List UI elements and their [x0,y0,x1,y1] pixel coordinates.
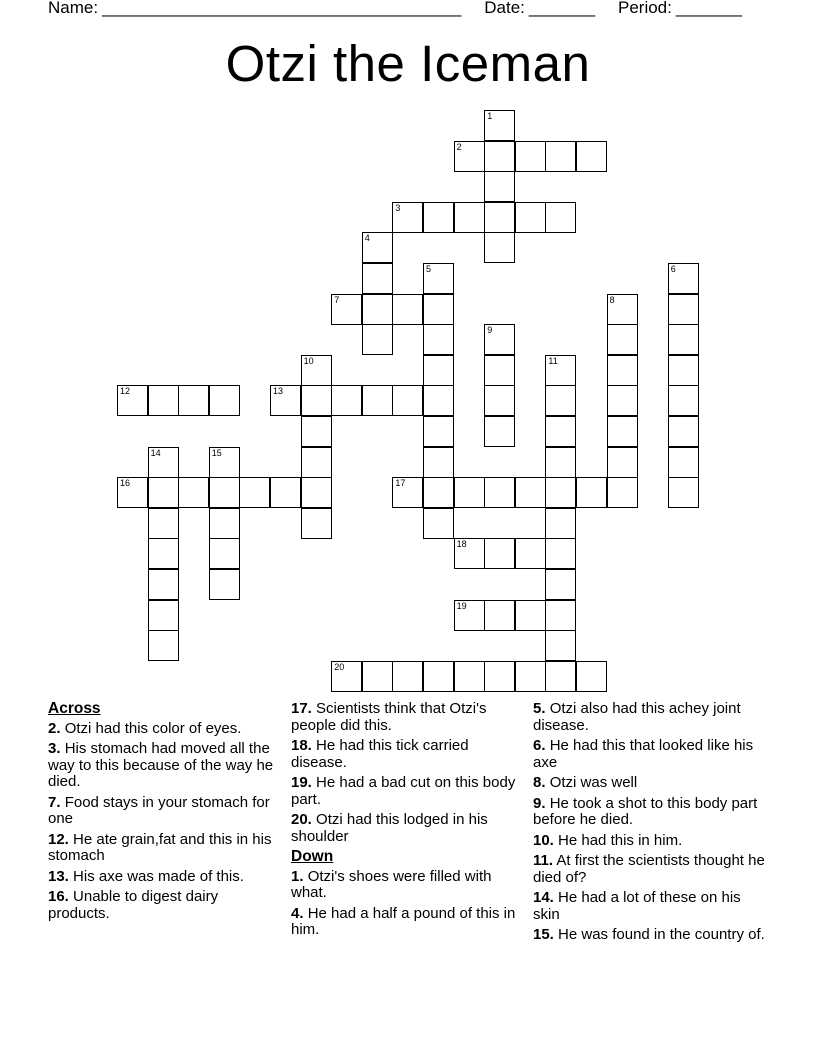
clue-number: 8 [609,294,615,305]
crossword-cell[interactable] [668,355,699,386]
crossword-cell[interactable] [362,324,393,355]
crossword-cell[interactable] [392,294,423,325]
crossword-cell[interactable] [484,202,515,233]
crossword-cell[interactable] [515,538,546,569]
clue-across-13: 13. His axe was made of this. [48,867,244,885]
clue-down-5: 5. Otzi also had this achey joint disease. [533,700,741,734]
crossword-cell[interactable] [484,538,515,569]
crossword-cell[interactable] [607,294,638,325]
crossword-cell[interactable] [148,630,179,661]
crossword-cell[interactable] [209,538,240,569]
crossword-cell[interactable] [423,477,454,508]
crossword-cell[interactable] [515,141,546,172]
crossword-cell[interactable] [209,385,240,416]
clue-across-12: 12. He ate grain,fat and this in his stomach [48,830,272,864]
clue-down-10: 10. He had this in him. [533,831,683,849]
period-label: Period: [618,0,672,17]
clue-number: 14 [150,447,161,458]
crossword-cell[interactable] [301,508,332,539]
crossword-cell[interactable] [148,385,179,416]
clue-down-9: 9. He took a shot to this body part before he died. [533,794,758,828]
crossword-cell[interactable] [545,202,576,233]
crossword-cell[interactable] [301,385,332,416]
clue-number: 1 [487,111,493,121]
clue-down-6: 6. He had this that looked like his axe [533,737,754,771]
crossword-cell[interactable] [484,661,515,692]
clue-number: 7 [334,294,340,305]
crossword-cell[interactable] [545,508,576,539]
crossword-cell[interactable] [148,538,179,569]
date-label: Date: [484,0,525,17]
clue-number: 4 [364,233,370,244]
crossword-cell[interactable] [545,447,576,478]
clue-down-8: 8. Otzi was well [533,774,638,791]
name-blank[interactable]: ______________________________________ [102,0,462,17]
clues-column-2 [291,701,523,943]
crossword-cell[interactable] [515,202,546,233]
crossword-cell[interactable] [301,355,332,386]
clue-number: 10 [303,355,314,366]
crossword-cell[interactable] [545,630,576,661]
clue-number: 9 [487,325,493,336]
crossword-cell[interactable] [484,416,515,447]
page-title: Otzi the Iceman [225,35,591,92]
crossword-cell[interactable] [668,294,699,325]
crossword-cell[interactable] [148,508,179,539]
crossword-cell[interactable] [576,477,607,508]
clue-down-15: 15. He was found in the country of. [533,926,765,943]
crossword-cell[interactable] [607,477,638,508]
crossword-cell[interactable] [607,324,638,355]
crossword-cell[interactable] [484,385,515,416]
crossword-cell[interactable] [392,477,423,508]
clue-across-17: 17. Scientists think that Otzi's people did this. [291,700,487,734]
crossword-cell[interactable] [423,661,454,692]
crossword-cell[interactable] [668,416,699,447]
crossword-cell[interactable] [362,661,393,692]
crossword-cell[interactable] [148,569,179,600]
clue-down-14: 14. He had a lot of these on his skin [533,889,741,923]
crossword-cell[interactable] [301,477,332,508]
crossword-cell[interactable] [545,355,576,386]
clue-number: 13 [273,386,284,397]
clue-number: 19 [456,600,467,611]
clue-across-7: 7. Food stays in your stomach for one [48,793,270,827]
clue-down-4: 4. He had a half a pound of this in him. [291,904,516,938]
crossword-cell[interactable] [668,477,699,508]
crossword-cell[interactable] [423,508,454,539]
crossword-cell[interactable] [423,385,454,416]
crossword-cell[interactable] [668,447,699,478]
crossword-cell[interactable] [484,324,515,355]
crossword-cell[interactable] [423,355,454,386]
crossword-cell[interactable] [301,447,332,478]
crossword-cell[interactable] [423,324,454,355]
crossword-cell[interactable] [209,447,240,478]
crossword-cell[interactable] [607,416,638,447]
crossword-cell[interactable] [515,477,546,508]
crossword-cell[interactable] [362,263,393,294]
clue-number: 20 [334,661,345,672]
crossword-cell[interactable] [331,661,362,692]
date-blank[interactable]: _______ [528,0,596,17]
clue-down-11: 11. At first the scientists thought he died of? [533,852,765,886]
clue-number: 17 [395,478,406,489]
crossword-cell[interactable] [392,661,423,692]
crossword-cell[interactable] [331,385,362,416]
crossword-cell[interactable] [454,202,485,233]
crossword-cell[interactable] [148,600,179,631]
name-label: Name: [48,0,99,17]
crossword-cell[interactable] [362,385,393,416]
crossword-cell[interactable] [484,141,515,172]
crossword-cell[interactable] [117,385,148,416]
crossword-cell[interactable] [148,447,179,478]
crossword-cell[interactable] [545,538,576,569]
crossword-cell[interactable] [668,385,699,416]
crossword-cell[interactable] [484,171,515,202]
crossword-cell[interactable] [545,600,576,631]
crossword-cell[interactable] [454,661,485,692]
crossword-cell[interactable] [545,141,576,172]
crossword-cell[interactable] [545,477,576,508]
crossword-cell[interactable] [209,508,240,539]
crossword-cell[interactable] [484,232,515,263]
crossword-cell[interactable] [545,661,576,692]
clue-number: 11 [548,355,558,366]
crossword-cell[interactable] [423,447,454,478]
crossword-cell[interactable] [423,294,454,325]
crossword-cell[interactable] [270,477,301,508]
clue-across-16: 16. Unable to digest dairy products. [48,888,219,922]
clues-column-1 [48,701,280,926]
crossword-cell[interactable] [515,661,546,692]
crossword-cell[interactable] [454,477,485,508]
crossword-cell[interactable] [362,294,393,325]
crossword-cell[interactable] [454,141,485,172]
crossword-cell[interactable] [484,600,515,631]
crossword-cell[interactable] [484,110,515,141]
down-heading: Down [291,848,334,865]
clue-number: 12 [120,386,131,397]
crossword-cell[interactable] [423,202,454,233]
clue-down-1: 1. Otzi's shoes were filled with what. [291,867,492,901]
clue-number: 16 [120,478,131,489]
crossword-cell[interactable] [545,416,576,447]
crossword-cell[interactable] [668,263,699,294]
crossword-cell[interactable] [178,477,209,508]
clue-number: 5 [426,264,432,274]
crossword-cell[interactable] [148,477,179,508]
clue-across-2: 2. Otzi had this color of eyes. [48,719,242,737]
crossword-cell[interactable] [392,385,423,416]
crossword-cell[interactable] [607,355,638,386]
crossword-cell[interactable] [668,324,699,355]
crossword-cell[interactable] [301,416,332,447]
crossword-cell[interactable] [117,477,148,508]
clue-number: 6 [670,264,676,274]
crossword-cell[interactable] [576,141,607,172]
crossword-cell[interactable] [209,569,240,600]
crossword-cell[interactable] [484,355,515,386]
crossword-cell[interactable] [576,661,607,692]
crossword-cell[interactable] [607,447,638,478]
clue-number: 18 [456,539,467,550]
crossword-cell[interactable] [454,538,485,569]
clue-across-19: 19. He had a bad cut on this body part. [291,774,516,808]
crossword-cell[interactable] [362,232,393,263]
clue-number: 15 [211,447,222,458]
crossword-cell[interactable] [545,385,576,416]
crossword-cell[interactable] [331,294,362,325]
crossword-cell[interactable] [484,477,515,508]
clue-across-3: 3. His stomach had moved all the way to this because of the way he died. [48,740,274,790]
crossword-cell[interactable] [454,600,485,631]
crossword-cell[interactable] [270,385,301,416]
crossword-cell[interactable] [545,569,576,600]
clue-across-20: 20. Otzi had this lodged in his shoulder [291,811,488,845]
crossword-cell[interactable] [239,477,270,508]
crossword-cell[interactable] [423,263,454,294]
crossword-cell[interactable] [607,385,638,416]
period-blank[interactable]: _______ [675,0,743,17]
crossword-cell[interactable] [515,600,546,631]
crossword-cell[interactable] [423,416,454,447]
clue-number: 3 [395,202,401,213]
crossword-cell[interactable] [392,202,423,233]
crossword-cell[interactable] [178,385,209,416]
clues-column-3 [533,701,765,948]
crossword-cell[interactable] [209,477,240,508]
clue-number: 2 [456,141,462,152]
clue-across-18: 18. He had this tick carried disease. [291,737,469,771]
across-heading: Across [48,700,101,717]
